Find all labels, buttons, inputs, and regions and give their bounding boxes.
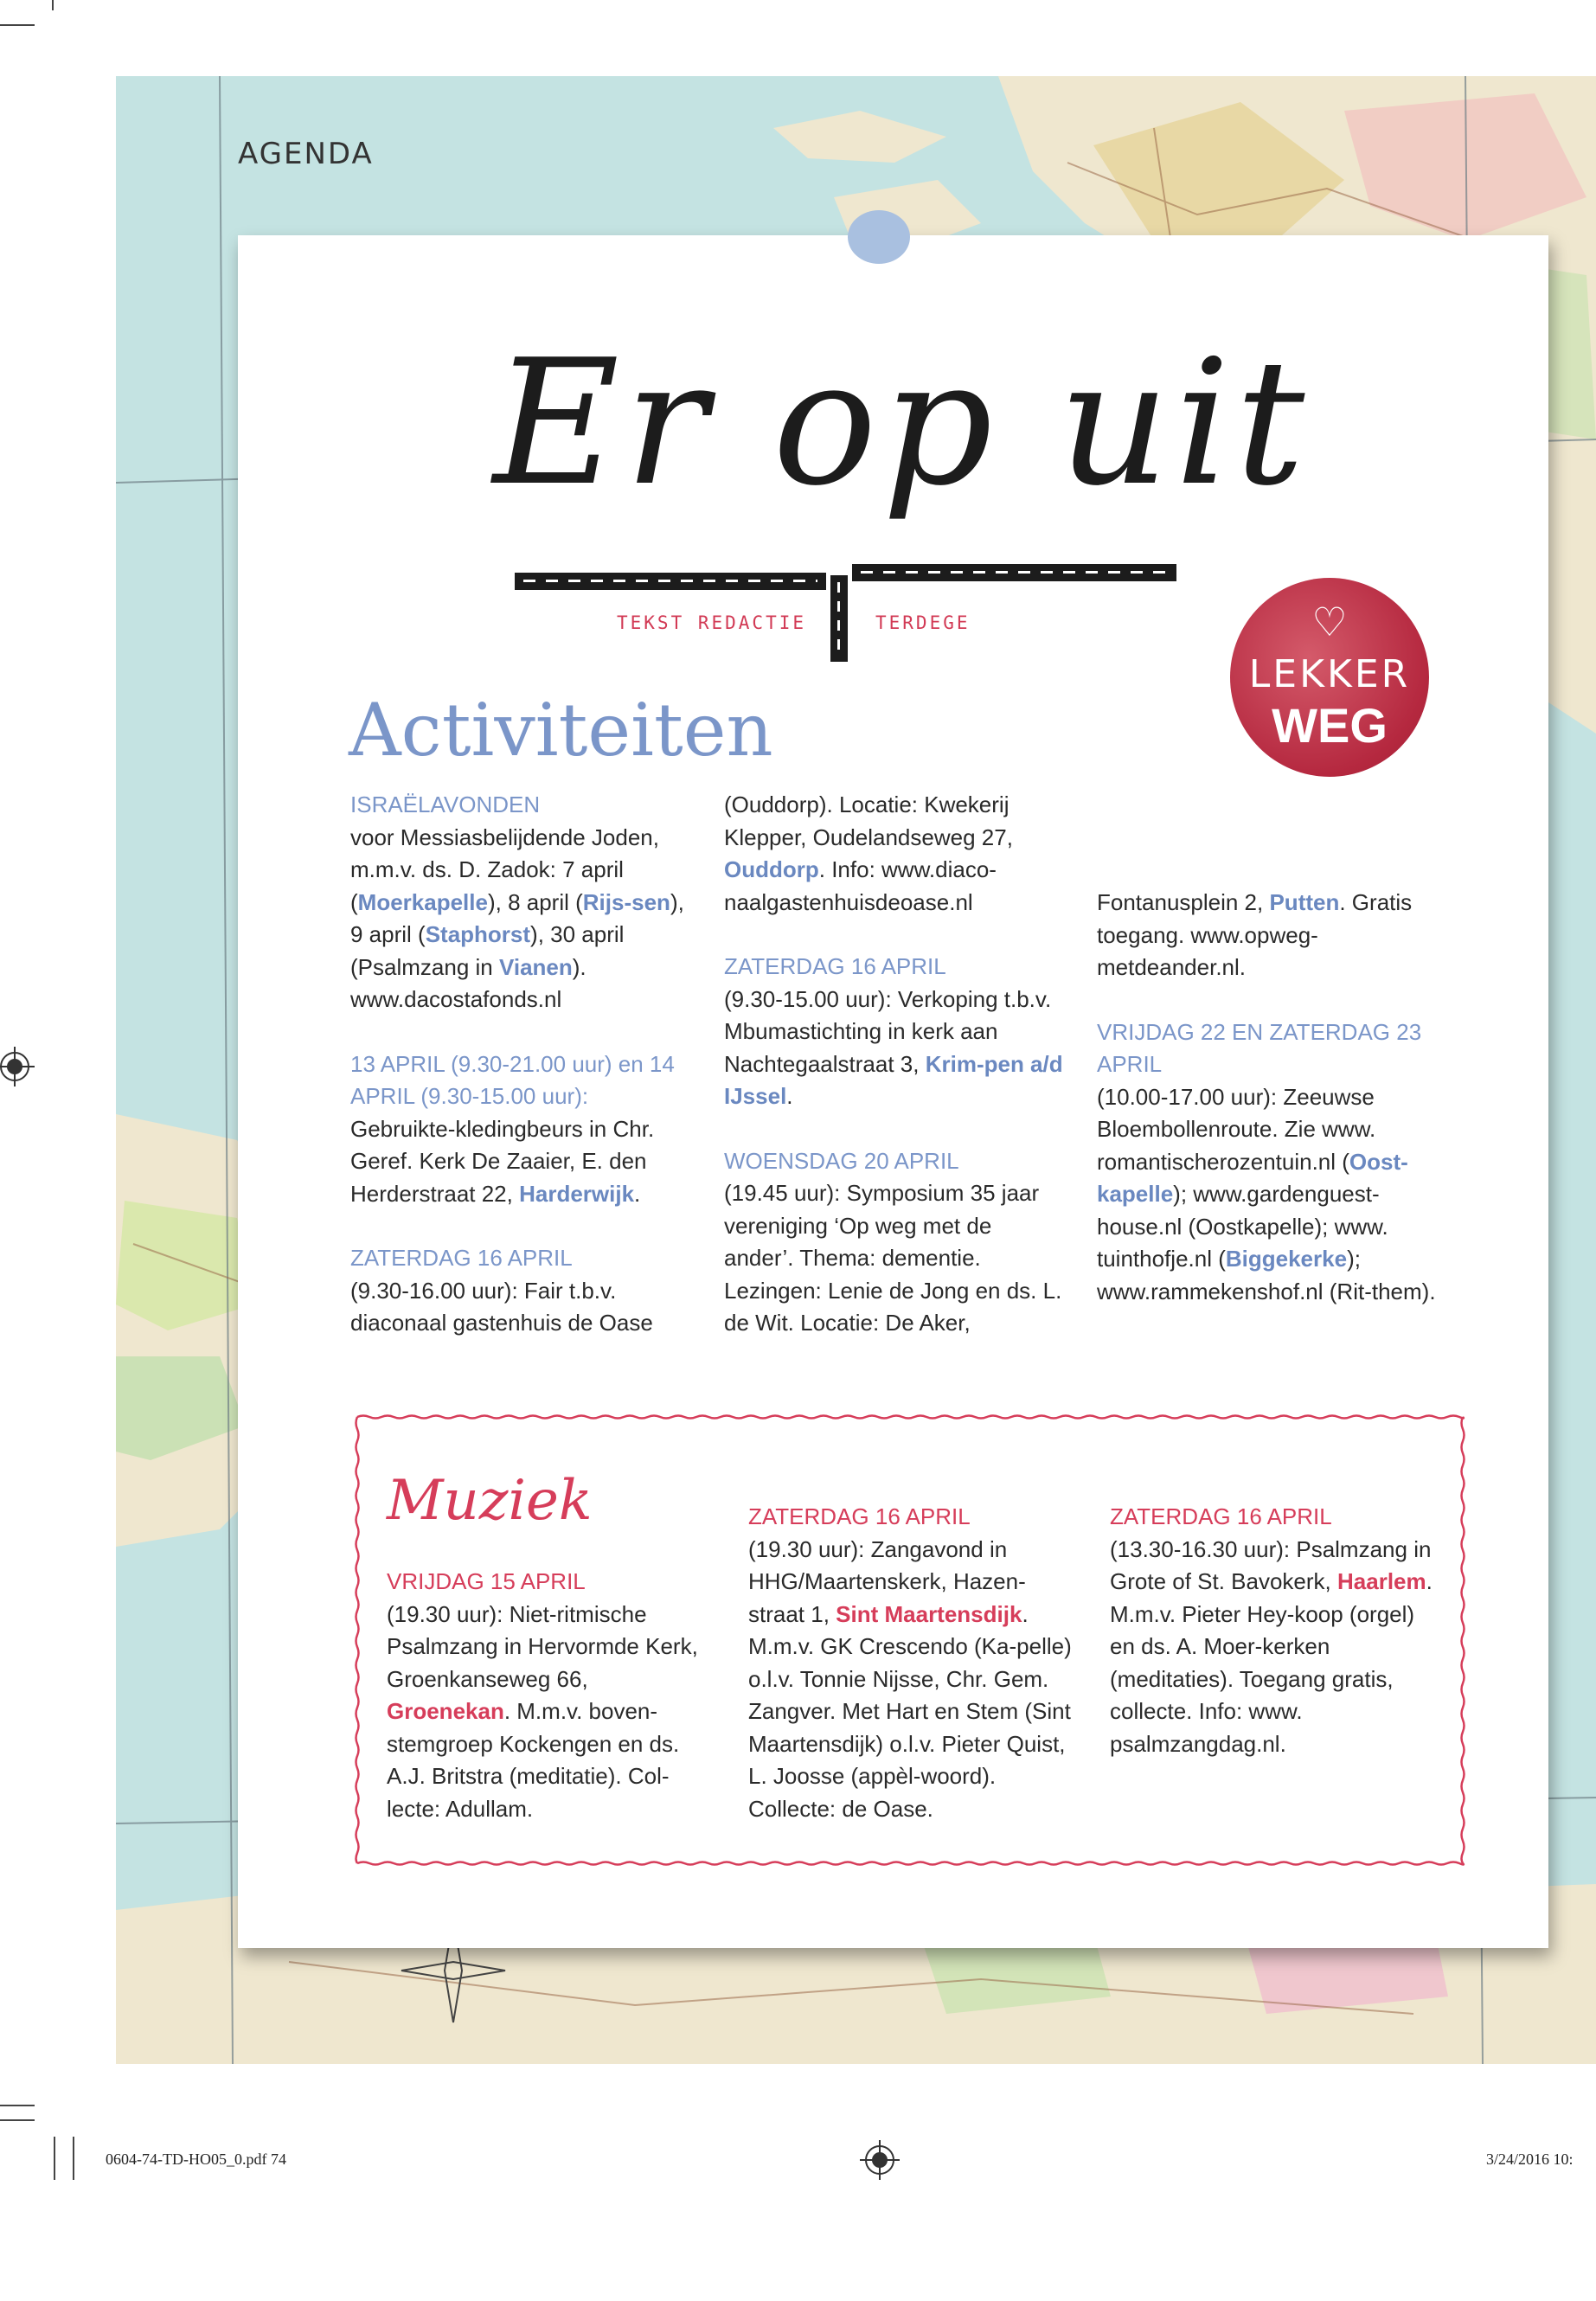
event-heading: ISRAËLAVONDEN — [350, 792, 541, 817]
footer-file: 0604-74-TD-HO05_0.pdf 74 — [106, 2150, 286, 2168]
place-name: Rijs-sen — [582, 888, 670, 915]
event-text: (19.30 uur): Zangavond in HHG/Maartenskerk, Hazen-straat 1, — [748, 1535, 1026, 1627]
muziek-column-1 — [387, 1566, 715, 1857]
event-text: ); www.gardenguest-house.nl (Oostkapelle); www. tuinthofje.nl ( — [1097, 1181, 1388, 1272]
place-name: Groenekan — [387, 1698, 504, 1724]
event-item — [350, 789, 692, 1016]
place-name: Harderwijk — [519, 1180, 635, 1207]
activiteiten-heading: Activiteiten — [349, 688, 773, 772]
event-text: ), 8 april ( — [487, 888, 583, 915]
event-text: voor Messiasbelijdende Joden, m.m.v. ds. D. Zadok: 7 april ( — [350, 824, 659, 915]
event-text: (19.45 uur): Symposium 35 jaar vereniging ‘Op weg met de ander’. Thema: dementie. Lezingen: Lenie de Jong en ds. L. de Wit. Locatie: De Aker, — [724, 1180, 1062, 1336]
event-heading: VRIJDAG 15 APRIL — [387, 1568, 586, 1594]
road-divider-icon — [830, 575, 848, 662]
event-item — [350, 1048, 692, 1211]
place-name: Oost-kapelle — [1097, 1148, 1408, 1207]
crop-mark — [52, 0, 54, 10]
road-underline-right — [852, 564, 1176, 581]
place-name: Krim-pen a/d IJssel — [724, 1050, 1063, 1109]
section-label: AGENDA — [238, 137, 374, 171]
event-item — [1110, 1501, 1443, 1760]
event-item — [748, 1501, 1081, 1825]
footer-date: 3/24/2016 10: — [1486, 2150, 1574, 2168]
event-heading: ZATERDAG 16 APRIL — [1110, 1503, 1332, 1529]
badge-line-1: LEKKER — [1248, 652, 1411, 696]
event-text: . Info: www.diaco-naalgastenhuisdeoase.nl — [724, 856, 997, 915]
activiteiten-column-3 — [1097, 887, 1439, 1340]
event-text: . — [786, 1083, 793, 1109]
registration-mark-icon — [0, 1052, 29, 1081]
crop-mark — [0, 2105, 35, 2106]
place-name: Ouddorp — [724, 856, 819, 882]
event-heading: ZATERDAG 16 APRIL — [724, 953, 946, 979]
event-text: (9.30-16.00 uur): Fair t.b.v. diaconaal gastenhuis de Oase — [350, 1277, 653, 1336]
event-text: (19.30 uur): Niet-ritmische Psalmzang in Hervormde Kerk, Groenkanseweg 66, — [387, 1600, 698, 1692]
event-text: Fontanusplein 2, — [1097, 889, 1270, 915]
event-item — [387, 1566, 715, 1825]
muziek-column-2 — [748, 1501, 1081, 1857]
event-heading: WOENSDAG 20 APRIL — [724, 1147, 959, 1174]
event-text: . M.m.v. boven-stemgroep Kockengen en ds. A.J. Britstra (meditatie). Col-lecte: Adullam. — [387, 1698, 680, 1822]
place-name: Haarlem — [1337, 1568, 1426, 1594]
event-text: ); www.rammekenshof.nl (Rit-them). — [1097, 1246, 1436, 1304]
event-item — [1097, 887, 1439, 984]
place-name: Putten — [1269, 889, 1340, 915]
event-text: ), 9 april ( — [350, 888, 684, 947]
activiteiten-column-1 — [350, 789, 692, 1372]
heart-icon: ♡ — [1311, 599, 1348, 645]
event-text: . M.m.v. GK Crescendo (Ka-pelle) o.l.v. Tonnie Nijsse, Chr. Gem. Zangver. Met Hart en Stem (Sint Maartensdijk) o.l.v. Pieter Quist, L. Joosse (appèl-woord). Collecte: de Oase. — [748, 1600, 1072, 1822]
event-text: (Ouddorp). Locatie: Kwekerij Klepper, Oudelandseweg 27, — [724, 792, 1013, 850]
registration-mark-icon — [865, 2145, 894, 2175]
event-heading: 13 APRIL (9.30-21.00 uur) en 14 APRIL (9.30-15.00 uur): — [350, 1050, 675, 1109]
event-heading: VRIJDAG 22 EN ZATERDAG 23 APRIL — [1097, 1018, 1422, 1077]
event-item — [724, 789, 1066, 919]
road-underline-left — [515, 573, 826, 590]
place-name: Vianen — [498, 953, 573, 980]
event-item — [724, 951, 1066, 1113]
event-heading: ZATERDAG 16 APRIL — [748, 1503, 971, 1529]
event-item — [724, 1145, 1066, 1340]
event-item — [350, 1242, 692, 1340]
event-heading: ZATERDAG 16 APRIL — [350, 1245, 573, 1271]
event-text: (13.30-16.30 uur): Psalmzang in Grote of St. Bavokerk, — [1110, 1535, 1432, 1594]
credit-right: TERDEGE — [875, 612, 971, 633]
crop-mark — [0, 24, 35, 26]
pushpin-icon — [848, 210, 910, 264]
place-name: Sint Maartensdijk — [836, 1600, 1022, 1627]
event-text: ). www.dacostafonds.nl — [350, 953, 586, 1012]
event-text: . Gratis toegang. www.opweg-metdeander.nl. — [1097, 889, 1413, 980]
crop-mark — [54, 2137, 55, 2180]
event-text: . M.m.v. Pieter Hey-koop (orgel) en ds. A. Moer-kerken (meditaties). Toegang gratis, collecte. Info: www. psalmzangdag.nl. — [1110, 1568, 1433, 1757]
event-text: . — [634, 1180, 641, 1207]
muziek-column-3 — [1110, 1501, 1443, 1792]
event-item — [1097, 1016, 1439, 1309]
event-text: Gebruikte-kledingbeurs in Chr. Geref. Kerk De Zaaier, E. den Herderstraat 22, — [350, 1115, 655, 1207]
event-text: ), 30 april (Psalmzang in — [350, 921, 625, 980]
place-name: Staphorst — [425, 921, 531, 947]
activiteiten-column-2 — [724, 789, 1066, 1372]
crop-mark — [73, 2137, 74, 2180]
page-title: Er op uit — [493, 323, 1311, 524]
event-text: (9.30-15.00 uur): Verkoping t.b.v. Mbumastichting in kerk aan Nachtegaalstraat 3, — [724, 985, 1052, 1077]
badge-line-2: WEG — [1272, 698, 1388, 753]
muziek-heading: Muziek — [387, 1469, 593, 1533]
place-name: Moerkapelle — [357, 888, 488, 915]
event-text: (10.00-17.00 uur): Zeeuwse Bloembollenroute. Zie www. romantischerozentuin.nl ( — [1097, 1083, 1376, 1175]
lekker-weg-badge — [1230, 578, 1429, 777]
place-name: Biggekerke — [1225, 1246, 1348, 1272]
credit-left: TEKST REDACTIE — [617, 612, 807, 633]
crop-mark — [0, 2119, 35, 2121]
